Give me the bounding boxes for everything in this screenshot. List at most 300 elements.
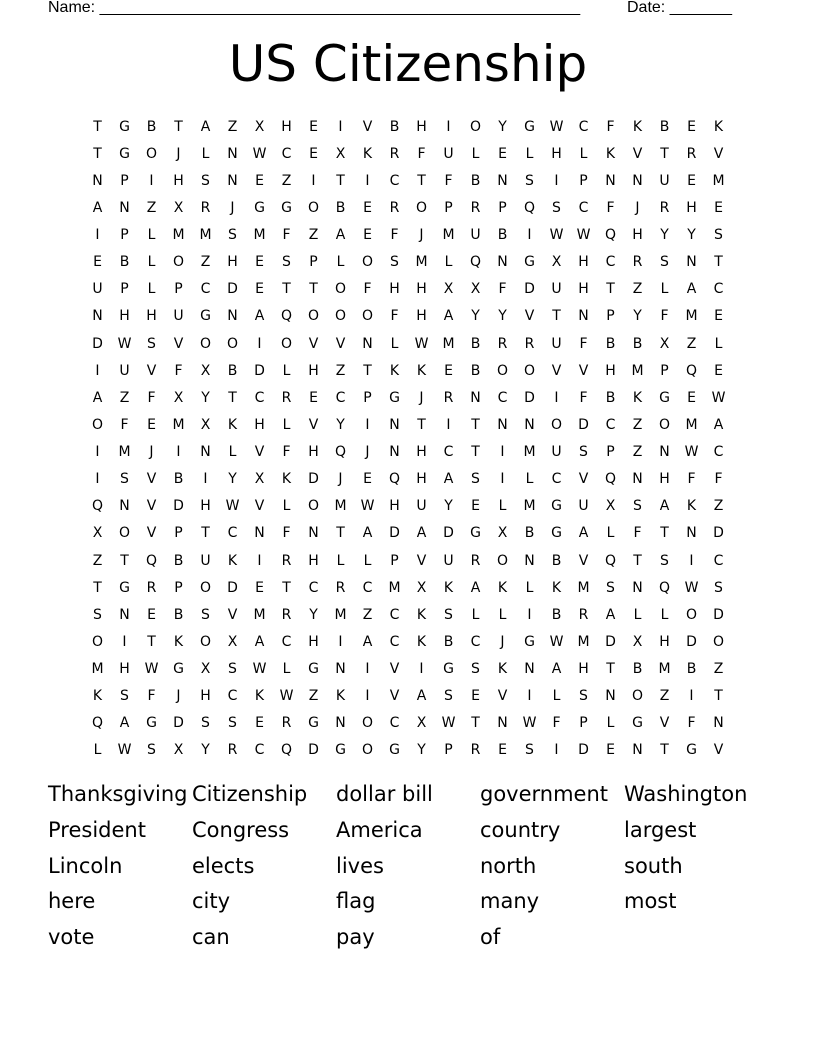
grid-letter: X (254, 471, 265, 488)
grid-letter: E (471, 688, 480, 705)
grid-letter: Q (658, 579, 671, 596)
letter-grid (84, 113, 732, 764)
word-list-item: Citizenship (192, 782, 308, 806)
grid-letter: X (173, 742, 184, 759)
grid-letter: L (525, 471, 534, 488)
grid-letter: P (606, 308, 615, 325)
grid-letter: C (227, 688, 238, 705)
grid-letter: L (336, 552, 345, 569)
grid-letter: B (470, 335, 481, 352)
grid-letter: U (470, 227, 481, 244)
grid-letter: F (606, 199, 615, 216)
grid-letter: L (525, 145, 534, 162)
grid-letter: C (605, 254, 616, 271)
grid-letter: V (146, 525, 157, 542)
grid-letter: L (147, 227, 156, 244)
grid-letter: S (120, 471, 129, 488)
grid-letter: L (606, 715, 615, 732)
grid-letter: S (444, 688, 453, 705)
grid-letter: L (147, 281, 156, 298)
grid-letter: T (336, 525, 345, 542)
grid-letter: L (714, 335, 723, 352)
grid-letter: Q (604, 471, 617, 488)
grid-letter: E (147, 416, 156, 433)
grid-letter: G (686, 742, 697, 759)
grid-letter: Z (281, 172, 292, 189)
grid-letter: E (498, 145, 507, 162)
grid-letter: K (92, 688, 103, 705)
grid-letter: R (470, 552, 481, 569)
grid-letter: E (363, 199, 372, 216)
word-list-item: pay (336, 925, 375, 950)
grid-letter: D (443, 525, 454, 542)
grid-letter: K (497, 661, 508, 678)
grid-letter: E (687, 118, 696, 135)
grid-letter: L (579, 145, 588, 162)
grid-letter: A (578, 525, 589, 542)
grid-letter: N (632, 579, 643, 596)
grid-letter: O (496, 552, 509, 569)
grid-letter: H (578, 254, 589, 271)
grid-letter: K (416, 633, 427, 650)
grid-letter: D (713, 606, 724, 623)
grid-letter: A (362, 525, 373, 542)
grid-letter: F (714, 471, 723, 488)
grid-letter: P (444, 742, 453, 759)
grid-letter: S (93, 606, 102, 623)
grid-letter: C (470, 633, 481, 650)
grid-letter: H (281, 118, 292, 135)
grid-letter: Z (632, 281, 643, 298)
grid-letter: N (686, 525, 697, 542)
grid-letter: V (659, 715, 670, 732)
grid-letter: I (95, 471, 100, 488)
grid-letter: R (146, 579, 157, 596)
grid-letter: R (686, 145, 697, 162)
grid-letter: H (686, 199, 697, 216)
grid-letter: H (416, 471, 427, 488)
grid-letter: G (524, 254, 535, 271)
grid-letter: Q (91, 498, 104, 515)
grid-letter: T (363, 362, 372, 379)
grid-letter: F (282, 227, 291, 244)
grid-letter: D (308, 471, 319, 488)
grid-letter: U (92, 281, 103, 298)
grid-letter: G (632, 715, 643, 732)
grid-letter: H (416, 444, 427, 461)
grid-letter: O (307, 308, 320, 325)
grid-letter: D (308, 742, 319, 759)
word-list-item: President (48, 817, 146, 842)
grid-letter: N (92, 308, 103, 325)
grid-letter: N (119, 199, 130, 216)
grid-letter: M (658, 661, 671, 678)
grid-letter: N (119, 606, 130, 623)
grid-letter: O (280, 335, 293, 352)
grid-letter: E (255, 254, 264, 271)
grid-letter: I (527, 606, 532, 623)
grid-letter: O (172, 254, 185, 271)
grid-letter: D (578, 742, 589, 759)
grid-letter: C (551, 471, 562, 488)
grid-letter: W (279, 688, 294, 705)
grid-letter: I (446, 118, 451, 135)
grid-letter: A (686, 281, 697, 298)
grid-letter: N (578, 308, 589, 325)
grid-letter: U (659, 172, 670, 189)
grid-letter: L (282, 498, 291, 515)
grid-letter: B (659, 118, 670, 135)
grid-letter: I (365, 416, 370, 433)
grid-letter: A (254, 308, 265, 325)
grid-letter: C (200, 281, 211, 298)
grid-letter: S (147, 742, 156, 759)
grid-letter: I (176, 444, 181, 461)
grid-letter: W (684, 444, 699, 461)
grid-letter: V (389, 661, 400, 678)
grid-letter: P (120, 227, 129, 244)
grid-letter: Z (686, 335, 697, 352)
grid-letter: S (390, 254, 399, 271)
grid-letter: Z (632, 416, 643, 433)
grid-letter: R (632, 254, 643, 271)
grid-letter: O (550, 416, 563, 433)
grid-letter: B (551, 552, 562, 569)
grid-letter: V (308, 335, 319, 352)
grid-letter: T (336, 172, 345, 189)
grid-letter: V (713, 742, 724, 759)
grid-letter: S (228, 227, 237, 244)
grid-letter: I (95, 227, 100, 244)
grid-letter: I (554, 742, 559, 759)
grid-letter: Y (498, 118, 507, 135)
grid-letter: N (92, 172, 103, 189)
grid-letter: C (443, 444, 454, 461)
grid-letter: S (228, 715, 237, 732)
grid-letter: Y (444, 498, 453, 515)
grid-letter: I (500, 471, 505, 488)
grid-letter: Z (362, 606, 373, 623)
grid-letter: L (282, 416, 291, 433)
grid-letter: G (173, 661, 184, 678)
grid-letter: R (497, 335, 508, 352)
grid-letter: B (119, 254, 130, 271)
grid-letter: R (470, 199, 481, 216)
grid-letter: J (635, 199, 640, 216)
grid-letter: C (713, 444, 724, 461)
grid-letter: E (714, 362, 723, 379)
grid-letter: F (417, 145, 426, 162)
word-list-item: of (480, 925, 501, 950)
grid-letter: R (281, 552, 292, 569)
grid-letter: C (335, 389, 346, 406)
grid-letter: F (660, 308, 669, 325)
grid-letter: C (254, 742, 265, 759)
grid-letter: N (362, 335, 373, 352)
grid-letter: F (282, 444, 291, 461)
grid-letter: W (549, 118, 564, 135)
grid-letter: T (120, 552, 129, 569)
grid-letter: Z (308, 688, 319, 705)
grid-letter: L (282, 362, 291, 379)
grid-letter: E (687, 389, 696, 406)
grid-letter: Q (388, 471, 401, 488)
grid-letter: N (497, 254, 508, 271)
grid-letter: A (362, 633, 373, 650)
grid-letter: E (363, 227, 372, 244)
grid-letter: F (444, 172, 453, 189)
grid-letter: O (199, 633, 212, 650)
grid-letter: G (308, 661, 319, 678)
word-list-item: city (192, 889, 231, 914)
grid-letter: B (551, 606, 562, 623)
grid-letter: H (605, 362, 616, 379)
grid-letter: D (686, 633, 697, 650)
grid-letter: L (660, 606, 669, 623)
grid-letter: A (443, 471, 454, 488)
word-list (48, 777, 768, 956)
grid-letter: H (416, 308, 427, 325)
grid-letter: F (174, 362, 183, 379)
grid-letter: M (334, 606, 347, 623)
grid-letter: A (254, 633, 265, 650)
grid-letter: K (254, 688, 265, 705)
grid-letter: L (498, 606, 507, 623)
grid-letter: V (632, 145, 643, 162)
grid-letter: O (631, 688, 644, 705)
grid-letter: E (363, 471, 372, 488)
grid-letter: L (606, 525, 615, 542)
grid-letter: W (117, 742, 132, 759)
grid-letter: Q (280, 308, 293, 325)
grid-letter: E (606, 742, 615, 759)
grid-letter: K (227, 416, 238, 433)
grid-letter: A (119, 715, 130, 732)
grid-letter: E (309, 118, 318, 135)
grid-letter: S (552, 199, 561, 216)
grid-letter: I (446, 416, 451, 433)
grid-letter: B (470, 362, 481, 379)
grid-letter: T (606, 661, 615, 678)
grid-letter: K (173, 633, 184, 650)
grid-letter: N (308, 525, 319, 542)
grid-letter: F (147, 688, 156, 705)
grid-letter: L (282, 661, 291, 678)
grid-letter: T (201, 525, 210, 542)
grid-letter: A (416, 525, 427, 542)
grid-letter: T (552, 308, 561, 325)
grid-letter: O (199, 335, 212, 352)
grid-letter: C (713, 281, 724, 298)
grid-letter: I (95, 362, 100, 379)
grid-letter: H (119, 308, 130, 325)
grid-letter: L (363, 552, 372, 569)
grid-letter: V (146, 362, 157, 379)
grid-letter: X (443, 281, 454, 298)
grid-letter: Y (660, 227, 669, 244)
grid-letter: D (92, 335, 103, 352)
grid-letter: S (579, 444, 588, 461)
grid-letter: W (684, 579, 699, 596)
grid-letter: N (497, 172, 508, 189)
grid-letter: K (551, 579, 562, 596)
grid-letter: K (632, 118, 643, 135)
word-list-item: dollar bill (336, 782, 433, 806)
grid-letter: C (308, 579, 319, 596)
grid-letter: J (176, 145, 181, 162)
grid-letter: I (365, 688, 370, 705)
grid-letter: V (578, 471, 589, 488)
grid-letter: L (444, 254, 453, 271)
grid-letter: B (146, 118, 157, 135)
grid-letter: T (174, 118, 183, 135)
grid-letter: F (687, 715, 696, 732)
grid-letter: Z (632, 444, 643, 461)
grid-letter: N (524, 552, 535, 569)
grid-letter: X (497, 525, 508, 542)
grid-letter: S (201, 715, 210, 732)
grid-letter: K (389, 362, 400, 379)
grid-letter: V (524, 308, 535, 325)
grid-letter: U (173, 308, 184, 325)
grid-letter: K (713, 118, 724, 135)
grid-letter: T (282, 579, 291, 596)
grid-letter: H (173, 172, 184, 189)
grid-letter: B (470, 172, 481, 189)
grid-letter: W (711, 389, 726, 406)
grid-letter: M (712, 172, 725, 189)
grid-letter: N (632, 172, 643, 189)
grid-letter: G (551, 498, 562, 515)
grid-letter: U (200, 552, 211, 569)
grid-letter: S (444, 606, 453, 623)
grid-letter: H (659, 633, 670, 650)
grid-letter: U (551, 335, 562, 352)
grid-letter: I (689, 688, 694, 705)
grid-letter: A (200, 118, 211, 135)
grid-letter: I (257, 552, 262, 569)
grid-letter: C (713, 552, 724, 569)
grid-letter: P (120, 281, 129, 298)
grid-letter: R (389, 145, 400, 162)
grid-letter: T (606, 281, 615, 298)
grid-letter: T (309, 281, 318, 298)
grid-letter: C (497, 389, 508, 406)
grid-letter: R (281, 715, 292, 732)
grid-letter: H (119, 661, 130, 678)
grid-letter: V (578, 362, 589, 379)
grid-letter: I (365, 172, 370, 189)
grid-letter: K (443, 579, 454, 596)
grid-letter: F (552, 715, 561, 732)
grid-letter: S (660, 254, 669, 271)
grid-letter: U (443, 145, 454, 162)
grid-letter: B (605, 335, 616, 352)
grid-letter: K (281, 471, 292, 488)
grid-letter: C (281, 633, 292, 650)
date-field-label: Date: _______ (627, 0, 732, 16)
grid-letter: V (416, 552, 427, 569)
grid-letter: V (146, 498, 157, 515)
grid-letter: S (579, 688, 588, 705)
word-list-item: Washington (624, 782, 748, 806)
grid-letter: H (227, 254, 238, 271)
grid-letter: O (523, 362, 536, 379)
grid-letter: H (578, 281, 589, 298)
grid-letter: F (579, 389, 588, 406)
grid-letter: Q (685, 362, 698, 379)
grid-letter: R (443, 389, 454, 406)
grid-letter: P (579, 715, 588, 732)
grid-letter: T (714, 254, 723, 271)
grid-letter: S (525, 742, 534, 759)
grid-letter: X (254, 118, 265, 135)
grid-letter: P (660, 362, 669, 379)
grid-letter: W (549, 227, 564, 244)
grid-letter: G (200, 308, 211, 325)
grid-letter: O (226, 335, 239, 352)
grid-letter: Z (713, 498, 724, 515)
grid-letter: N (389, 416, 400, 433)
grid-letter: A (335, 227, 346, 244)
worksheet-header (0, 0, 816, 20)
grid-letter: H (632, 227, 643, 244)
grid-letter: T (93, 579, 102, 596)
grid-letter: E (687, 172, 696, 189)
grid-letter: S (714, 227, 723, 244)
grid-letter: F (498, 281, 507, 298)
grid-letter: U (119, 362, 130, 379)
grid-letter: O (307, 498, 320, 515)
grid-letter: O (145, 145, 158, 162)
grid-letter: O (199, 579, 212, 596)
grid-letter: H (416, 118, 427, 135)
grid-letter: Q (469, 254, 482, 271)
grid-letter: F (390, 308, 399, 325)
grid-letter: V (362, 118, 373, 135)
grid-letter: B (173, 552, 184, 569)
grid-letter: M (172, 416, 185, 433)
word-list-item: lives (336, 853, 384, 878)
grid-letter: J (419, 389, 424, 406)
grid-letter: J (365, 444, 370, 461)
grid-letter: R (335, 579, 346, 596)
grid-letter: Z (92, 552, 103, 569)
grid-letter: W (414, 335, 429, 352)
grid-letter: S (282, 254, 291, 271)
grid-letter: Q (604, 552, 617, 569)
grid-letter: G (308, 715, 319, 732)
grid-letter: L (201, 145, 210, 162)
grid-letter: A (605, 606, 616, 623)
grid-letter: N (524, 416, 535, 433)
grid-letter: I (257, 335, 262, 352)
grid-letter: O (91, 416, 104, 433)
grid-letter: B (632, 335, 643, 352)
grid-letter: N (227, 172, 238, 189)
grid-letter: A (416, 688, 427, 705)
grid-letter: K (686, 498, 697, 515)
grid-letter: V (713, 145, 724, 162)
grid-letter: M (523, 498, 536, 515)
grid-letter: D (227, 281, 238, 298)
grid-letter: B (686, 661, 697, 678)
grid-letter: P (606, 444, 615, 461)
grid-letter: L (147, 254, 156, 271)
grid-letter: R (227, 742, 238, 759)
grid-letter: Y (417, 742, 426, 759)
grid-letter: T (714, 688, 723, 705)
